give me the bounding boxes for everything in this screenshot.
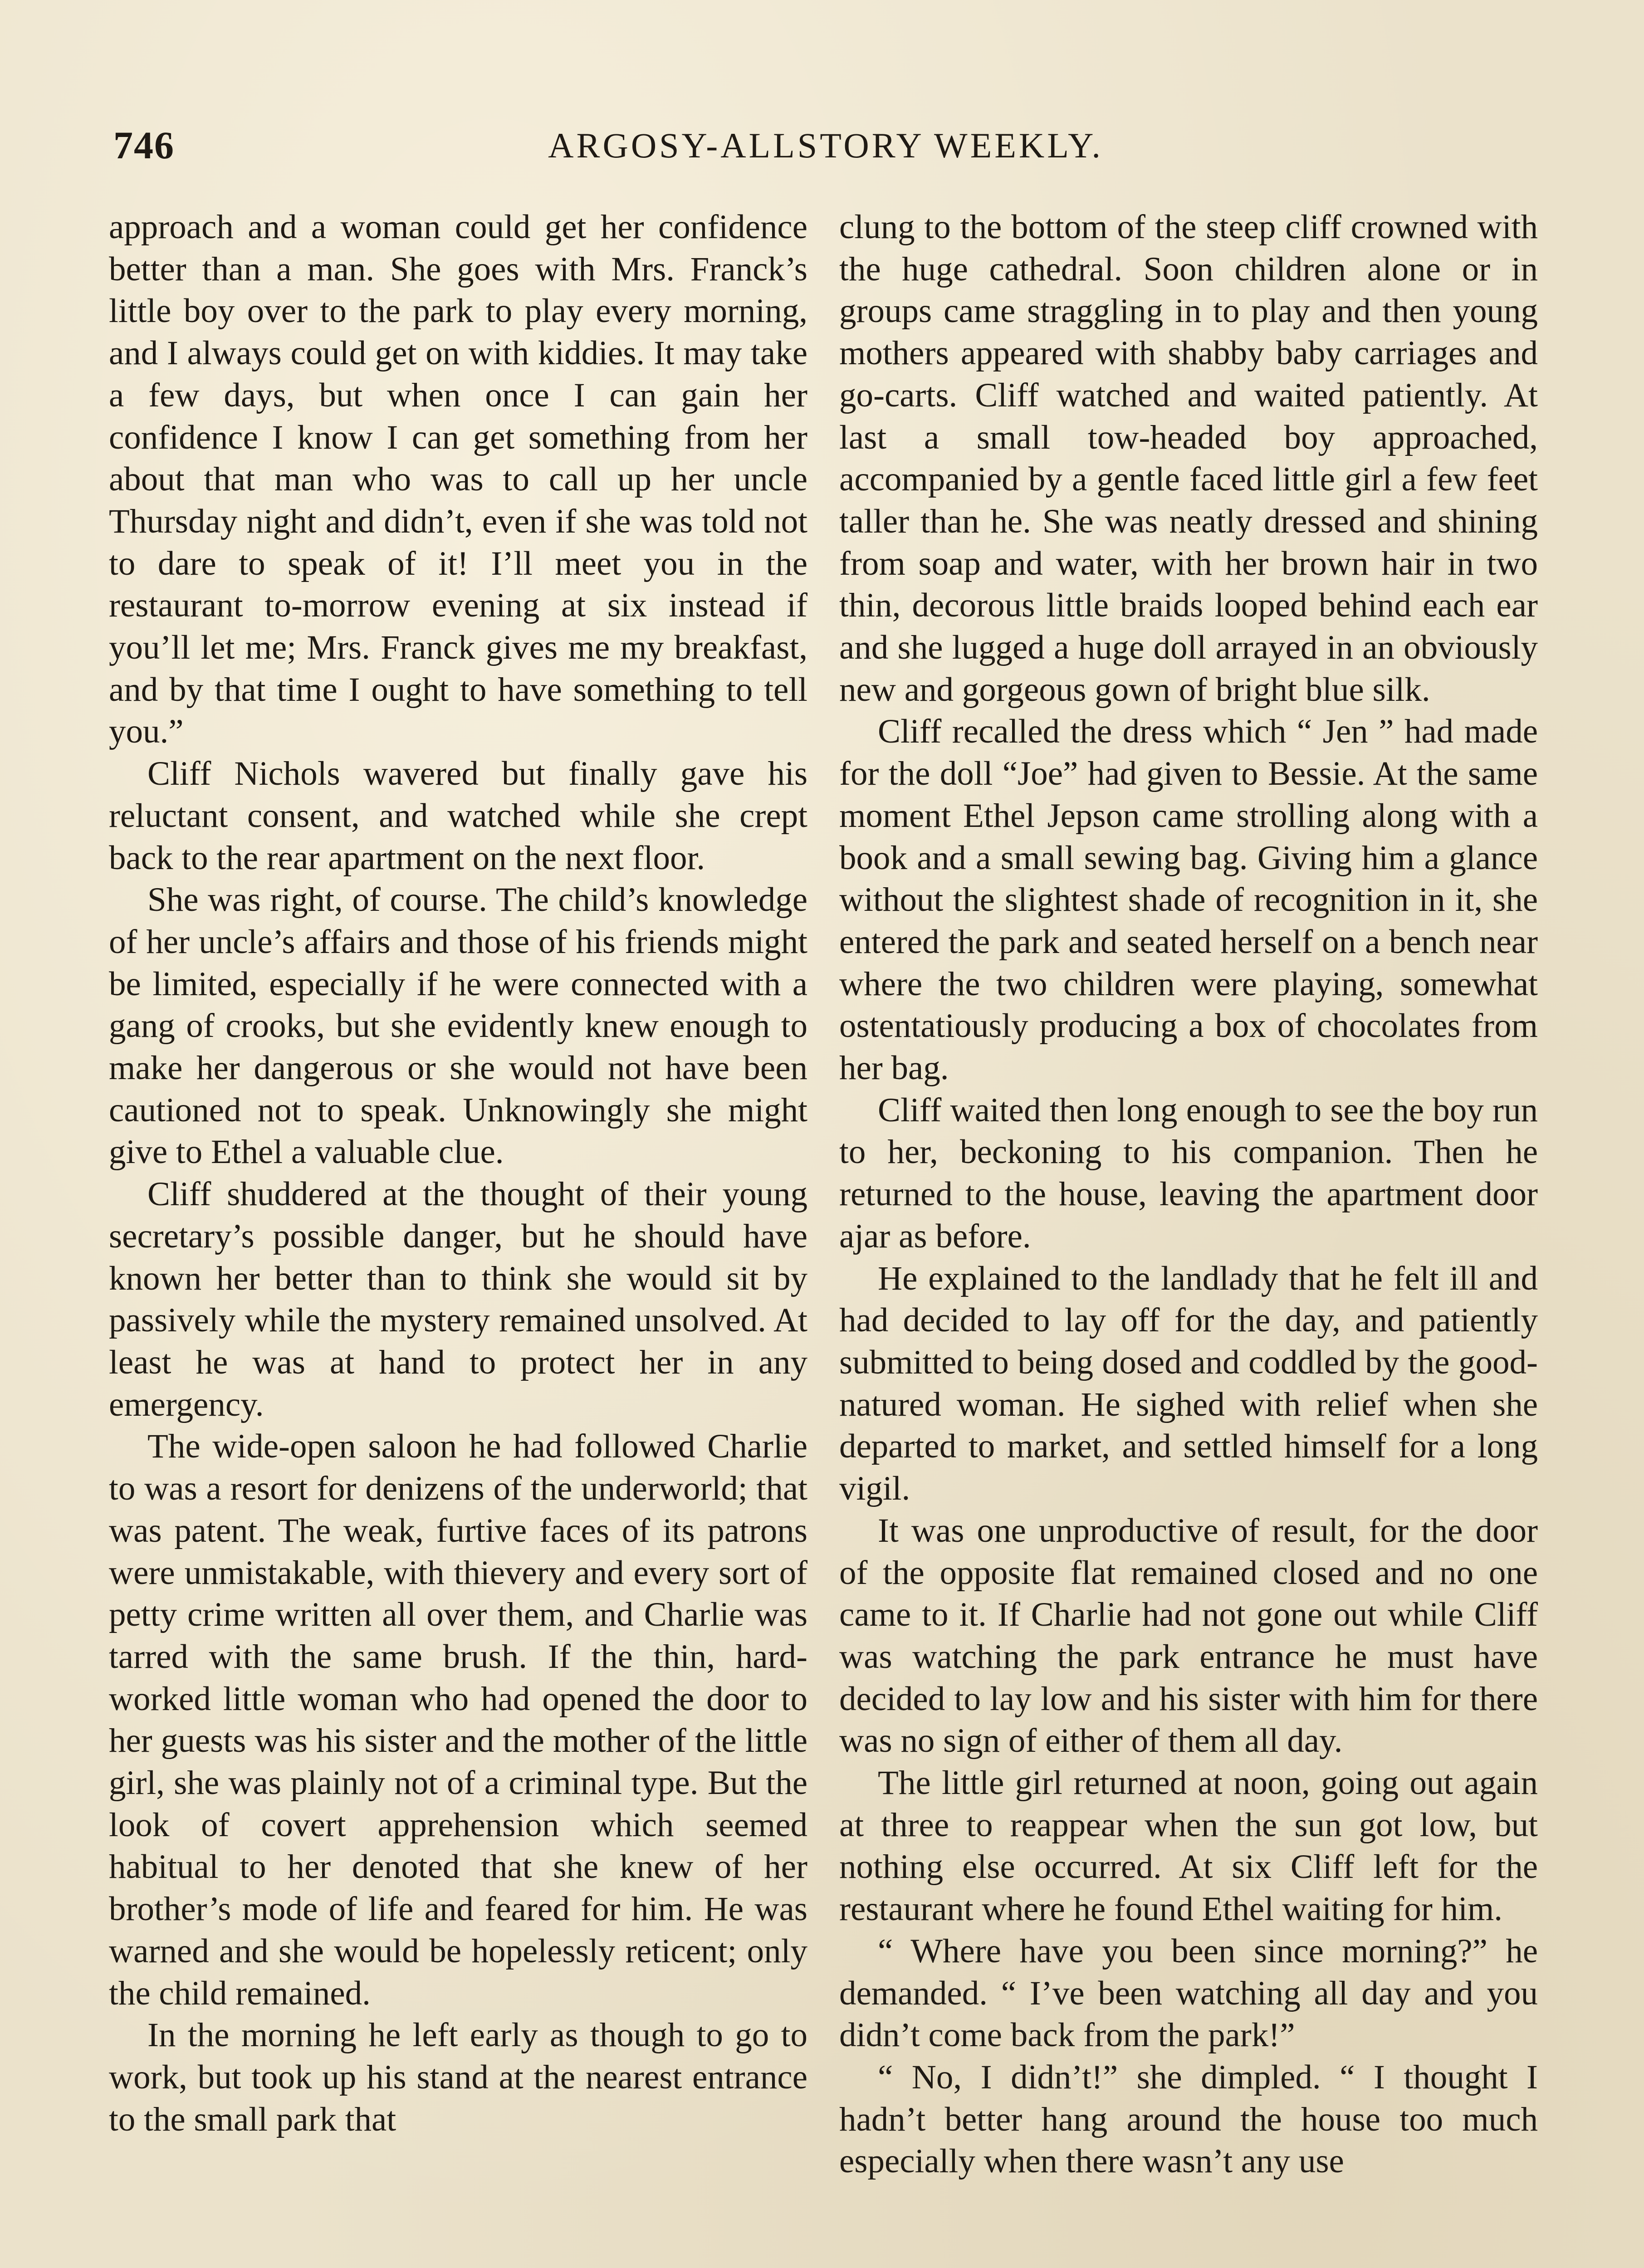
paragraph: “ Where have you been since morning?” he demanded. “ I’ve been watching all day and you didn’t come back from the park!” xyxy=(839,1932,1538,2054)
page-header xyxy=(113,122,1538,172)
paragraph: It was one unproductive of result, for the door of the opposite flat remained closed and no one came to it. If Charlie had not gone out while Cliff was watching the park entrance he must have decided to lay low and his sister with him for there was no sign of either of them all day. xyxy=(839,1511,1538,1760)
paragraph: He explained to the landlady that he felt ill and had decided to lay off for the day, and patiently submitted to being dosed and coddled by the good-natured woman. He sighed with relief when she departed to market, and settled himself for a long vigil. xyxy=(839,1259,1538,1508)
paragraph: Cliff Nichols wavered but finally gave his reluctant consent, and watched while she crept back to the rear apartment on the next floor. xyxy=(109,755,807,877)
paragraph: Cliff waited then long enough to see the boy run to her, beckoning to his companion. Then he returned to the house, leaving the apartment door ajar as before. xyxy=(839,1091,1538,1255)
paragraph: In the morning he left early as though to go to work, but took up his stand at the nearest entrance to the small park that xyxy=(109,2016,807,2138)
page-number: 746 xyxy=(113,123,175,167)
paragraph: clung to the bottom of the steep cliff crowned with the huge cathedral. Soon children alone or in groups came straggling in to play and then young mothers appeared with shabby baby carriages and go-carts. Cliff watched and waited patiently. At last a small tow-headed boy approached, accompanied by a gentle faced little girl a few feet taller than he. She was neatly dressed and shining from soap and water, with her brown hair in two thin, decorous little braids looped behind each ear and she lugged a huge doll arrayed in an obviously new and gorgeous gown of bright blue silk. xyxy=(839,208,1538,709)
paragraph: Cliff shuddered at the thought of their young secretary’s possible danger, but he should have known her better than to think she would sit by passively while the mystery remained unsolved. At least he was at hand to protect her in any emergency. xyxy=(109,1175,807,1423)
paragraph: The wide-open saloon he had followed Charlie to was a resort for denizens of the underworld; that was patent. The weak, furtive faces of its patrons were unmistakable, with thievery and every sort of petty crime written all over them, and Charlie was tarred with the same brush. If the thin, hard-worked little woman who had opened the door to her guests was his sister and the mother of the little girl, she was plainly not of a criminal type. But the look of covert apprehension which seemed habitual to her denoted that she knew of her brother’s mode of life and feared for him. He was warned and she would be hopelessly reticent; only the child remained. xyxy=(109,1427,807,2012)
left-column xyxy=(109,206,807,2141)
paragraph: Cliff recalled the dress which “ Jen ” had made for the doll “Joe” had given to Bessie. At the same moment Ethel Jepson came strolling along with a book and a small sewing bag. Giving him a glance without the slightest shade of recognition in it, she entered the park and seated herself on a bench near where the two children were playing, somewhat ostentatiously producing a box of chocolates from her bag. xyxy=(839,713,1538,1087)
paragraph: “ No, I didn’t!” she dimpled. “ I thought I hadn’t better hang around the house too much especially when there wasn’t any use xyxy=(839,2058,1538,2180)
paragraph: She was right, of course. The child’s knowledge of her uncle’s affairs and those of his friends might be limited, especially if he were connected with a gang of crooks, but she evidently knew enough to make her dangerous or she would not have been cautioned not to speak. Unknowingly she might give to Ethel a valuable clue. xyxy=(109,881,807,1171)
paragraph: approach and a woman could get her confidence better than a man. She goes with Mrs. Franck’s little boy over to the park to play every morning, and I always could get on with kiddies. It may take a few days, but when once I can gain her confidence I know I can get something from her about that man who was to call up her uncle Thursday night and didn’t, even if she was told not to dare to speak of it! I’ll meet you in the restaurant to-morrow evening at six instead if you’ll let me; Mrs. Franck gives me my breakfast, and by that time I ought to have something to tell you.” xyxy=(109,208,807,751)
right-column xyxy=(839,206,1538,2183)
running-title: ARGOSY-ALLSTORY WEEKLY. xyxy=(548,126,1103,165)
paragraph: The little girl returned at noon, going out again at three to reappear when the sun got low, but nothing else occurred. At six Cliff left for the restaurant where he found Ethel waiting for him. xyxy=(839,1764,1538,1928)
